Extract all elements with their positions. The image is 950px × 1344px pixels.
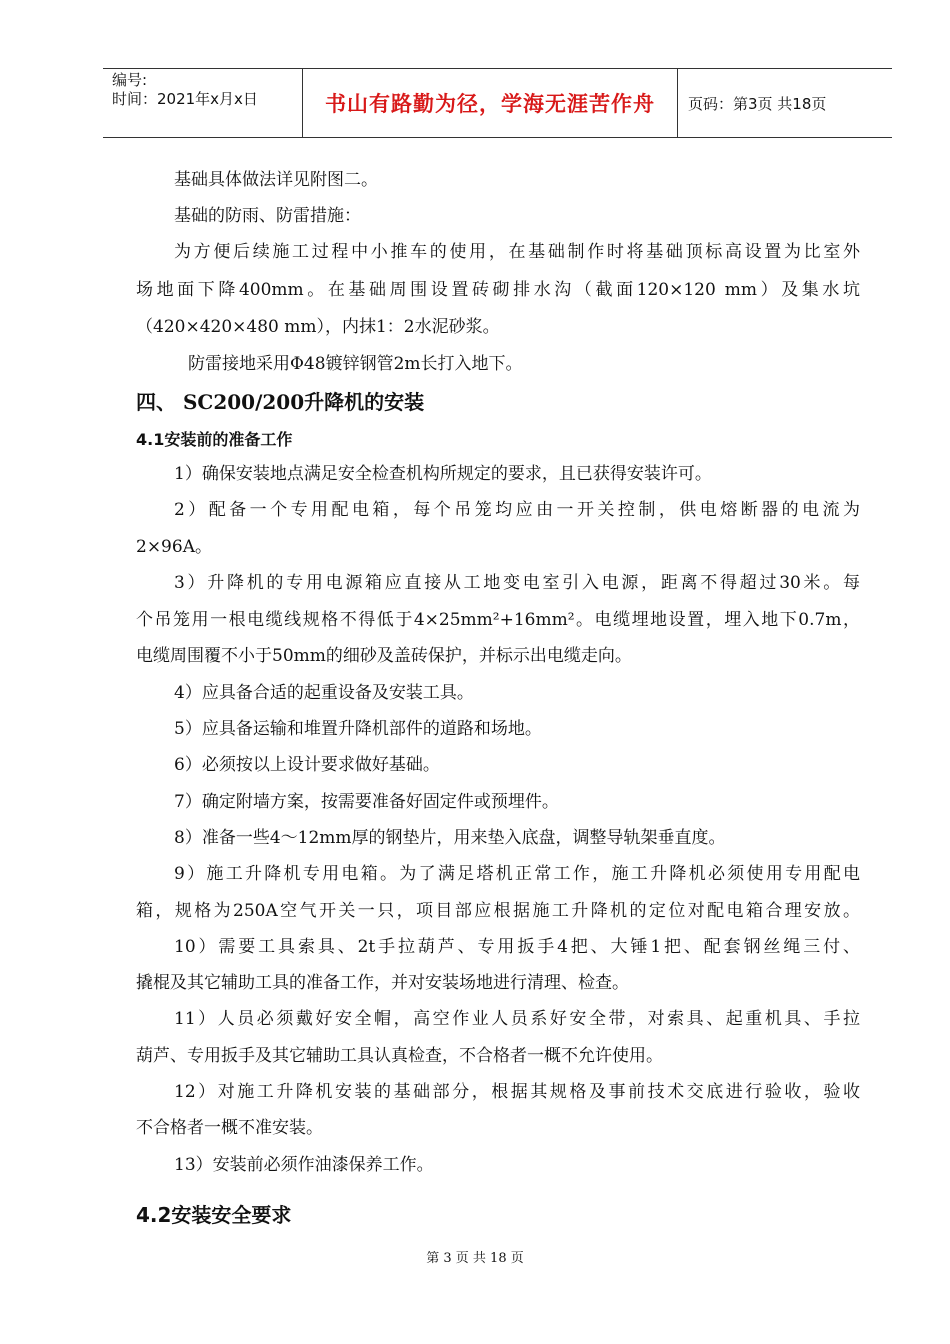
number-label: 编号: bbox=[112, 71, 148, 89]
paragraph: 基础的防雨、防雷措施： bbox=[174, 206, 361, 226]
list-item: 撬棍及其它辅助工具的准备工作，并对安装场地进行清理、检查。 bbox=[136, 973, 629, 993]
page-header bbox=[103, 68, 892, 138]
header-meta bbox=[103, 69, 303, 137]
list-item: 4）应具备合适的起重设备及安装工具。 bbox=[174, 683, 474, 703]
list-item: 9）施工升降机专用电箱。为了满足塔机正常工作，施工升降机必须使用专用配电 bbox=[174, 864, 860, 884]
page-footer: 第 3 页 共 18 页 bbox=[426, 1251, 524, 1266]
list-item: 5）应具备运输和堆置升降机部件的道路和场地。 bbox=[174, 719, 542, 739]
list-item: 不合格者一概不准安装。 bbox=[136, 1118, 323, 1138]
list-item: 电缆周围覆不小于50mm的细砂及盖砖保护，并标示出电缆走向。 bbox=[136, 646, 632, 666]
list-item: 3）升降机的专用电源箱应直接从工地变电室引入电源，距离不得超过30米。每 bbox=[174, 573, 860, 593]
list-item: 2）配备一个专用配电箱，每个吊笼均应由一开关控制，供电熔断器的电流为 bbox=[174, 500, 860, 520]
list-item: 箱，规格为250A空气开关一只，项目部应根据施工升降机的定位对配电箱合理安放。 bbox=[136, 901, 860, 921]
list-item: 葫芦、专用扳手及其它辅助工具认真检查，不合格者一概不允许使用。 bbox=[136, 1046, 663, 1066]
header-motto: 书山有路勤为径，学海无涯苦作舟 bbox=[303, 69, 678, 137]
list-item: 8）准备一些4～12mm厚的钢垫片，用来垫入底盘，调整导轨架垂直度。 bbox=[174, 828, 726, 848]
list-item: 1）确保安装地点满足安全检查机构所规定的要求，且已获得安装许可。 bbox=[174, 464, 712, 484]
paragraph: （420×420×480 mm），内抹1：2水泥砂浆。 bbox=[136, 317, 500, 337]
paragraph: 基础具体做法详见附图二。 bbox=[174, 170, 378, 190]
list-item: 2×96A。 bbox=[136, 537, 212, 557]
list-item: 7）确定附墙方案，按需要准备好固定件或预埋件。 bbox=[174, 792, 559, 812]
paragraph: 防雷接地采用Φ48镀锌钢管2m长打入地下。 bbox=[188, 354, 523, 374]
time-label: 时间：2021年x月x日 bbox=[112, 90, 258, 108]
paragraph: 为方便后续施工过程中小推车的使用，在基础制作时将基础顶标高设置为比室外 bbox=[174, 242, 860, 262]
list-item: 13）安装前必须作油漆保养工作。 bbox=[174, 1155, 434, 1175]
paragraph: 场地面下降400mm。在基础周围设置砖砌排水沟（截面120×120 mm）及集水坑 bbox=[136, 280, 860, 300]
subsection-heading: 4.2安装安全要求 bbox=[136, 1203, 292, 1227]
section-heading: 四、 SC200/200升降机的安装 bbox=[136, 390, 425, 414]
list-item: 12）对施工升降机安装的基础部分，根据其规格及事前技术交底进行验收，验收 bbox=[174, 1082, 860, 1102]
list-item: 6）必须按以上设计要求做好基础。 bbox=[174, 755, 440, 775]
header-page-label: 页码：第3页 共18页 bbox=[688, 94, 827, 113]
subsection-heading: 4.1安装前的准备工作 bbox=[136, 430, 293, 449]
list-item: 11）人员必须戴好安全帽，高空作业人员系好安全带，对索具、起重机具、手拉 bbox=[174, 1009, 860, 1029]
list-item: 个吊笼用一根电缆线规格不得低于4×25mm²+16mm²。电缆埋地设置，埋入地下0.7m， bbox=[136, 610, 860, 630]
list-item: 10）需要工具索具、2t手拉葫芦、专用扳手4把、大锤1把、配套钢丝绳三付、 bbox=[174, 937, 860, 957]
